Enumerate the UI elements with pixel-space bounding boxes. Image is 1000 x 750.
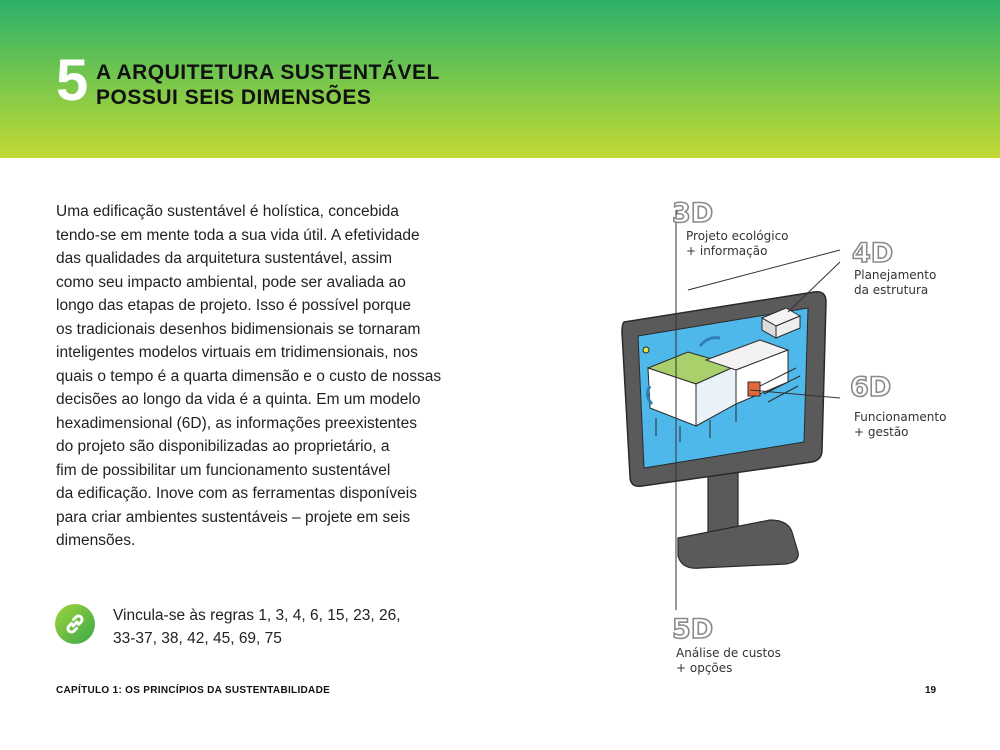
body-line: tendo-se em mente toda a sua vida útil. A efetividade: [56, 226, 420, 244]
chain-link-icon: [63, 612, 87, 636]
rule-title: [96, 60, 440, 110]
body-line: como seu impacto ambiental, pode ser avaliada ao: [56, 273, 406, 291]
rule-title-line: POSSUI SEIS DIMENSÕES: [96, 86, 372, 109]
rule-number: 5: [56, 48, 89, 113]
related-rules-line: 33-37, 38, 42, 45, 69, 75: [113, 630, 282, 647]
body-line: para criar ambientes sustentáveis – projete em seis: [56, 508, 411, 526]
related-rules: [113, 604, 401, 650]
dim-5d-label: + opções: [676, 661, 733, 675]
body-line: da edificação. Inove com as ferramentas disponíveis: [56, 485, 417, 502]
page-number: 19: [925, 685, 937, 696]
monitor-base: [678, 520, 798, 568]
dim-3d-title: 3D: [672, 198, 714, 229]
dim-3d-label: + informação: [686, 244, 768, 258]
body-line: os tradicionais desenhos bidimensionais se tornaram: [56, 320, 421, 338]
dim-5d-title: 5D: [672, 614, 714, 645]
body-line: quais o tempo é a quarta dimensão e o custo de nossas: [56, 367, 442, 385]
related-rules-line: Vincula-se às regras 1, 3, 4, 6, 15, 23, 26,: [113, 607, 401, 624]
body-line: inteligentes modelos virtuais em tridimensionais, nos: [56, 344, 418, 361]
body-line: das qualidades da arquitetura sustentável, assim: [56, 250, 393, 267]
link-icon: [55, 604, 95, 644]
body-line: dimensões.: [56, 532, 136, 549]
rule-title-line: A ARQUITETURA SUSTENTÁVEL: [96, 61, 440, 84]
body-line: hexadimensional (6D), as informações preexistentes: [56, 414, 417, 432]
body-line: decisões ao longo da vida é a quinta. Em um modelo: [56, 391, 421, 408]
dim-4d-label: da estrutura: [854, 283, 929, 297]
dim-6d-label: + gestão: [854, 425, 909, 439]
chapter-header: [0, 0, 1000, 158]
dim-5d-label: Análise de custos: [676, 646, 781, 660]
dim-3d-label: Projeto ecológico: [686, 229, 789, 243]
body-line: fim de possibilitar um funcionamento sustentável: [56, 461, 391, 479]
body-line: Uma edificação sustentável é holística, concebida: [56, 203, 399, 220]
six-dimensions-illustration: [560, 190, 980, 690]
dim-6d-label: Funcionamento: [854, 410, 947, 424]
dim-6d-title: 6D: [850, 372, 892, 403]
body-line: do projeto são disponibilizadas ao proprietário, a: [56, 438, 390, 455]
body-paragraph: [56, 200, 446, 553]
dim-4d-label: Planejamento: [854, 268, 937, 282]
body-line: longo das etapas de projeto. Isso é possível porque: [56, 297, 412, 314]
dim-4d-title: 4D: [852, 238, 894, 269]
chapter-footer: CAPÍTULO 1: OS PRINCÍPIOS DA SUSTENTABILIDADE: [56, 685, 331, 696]
